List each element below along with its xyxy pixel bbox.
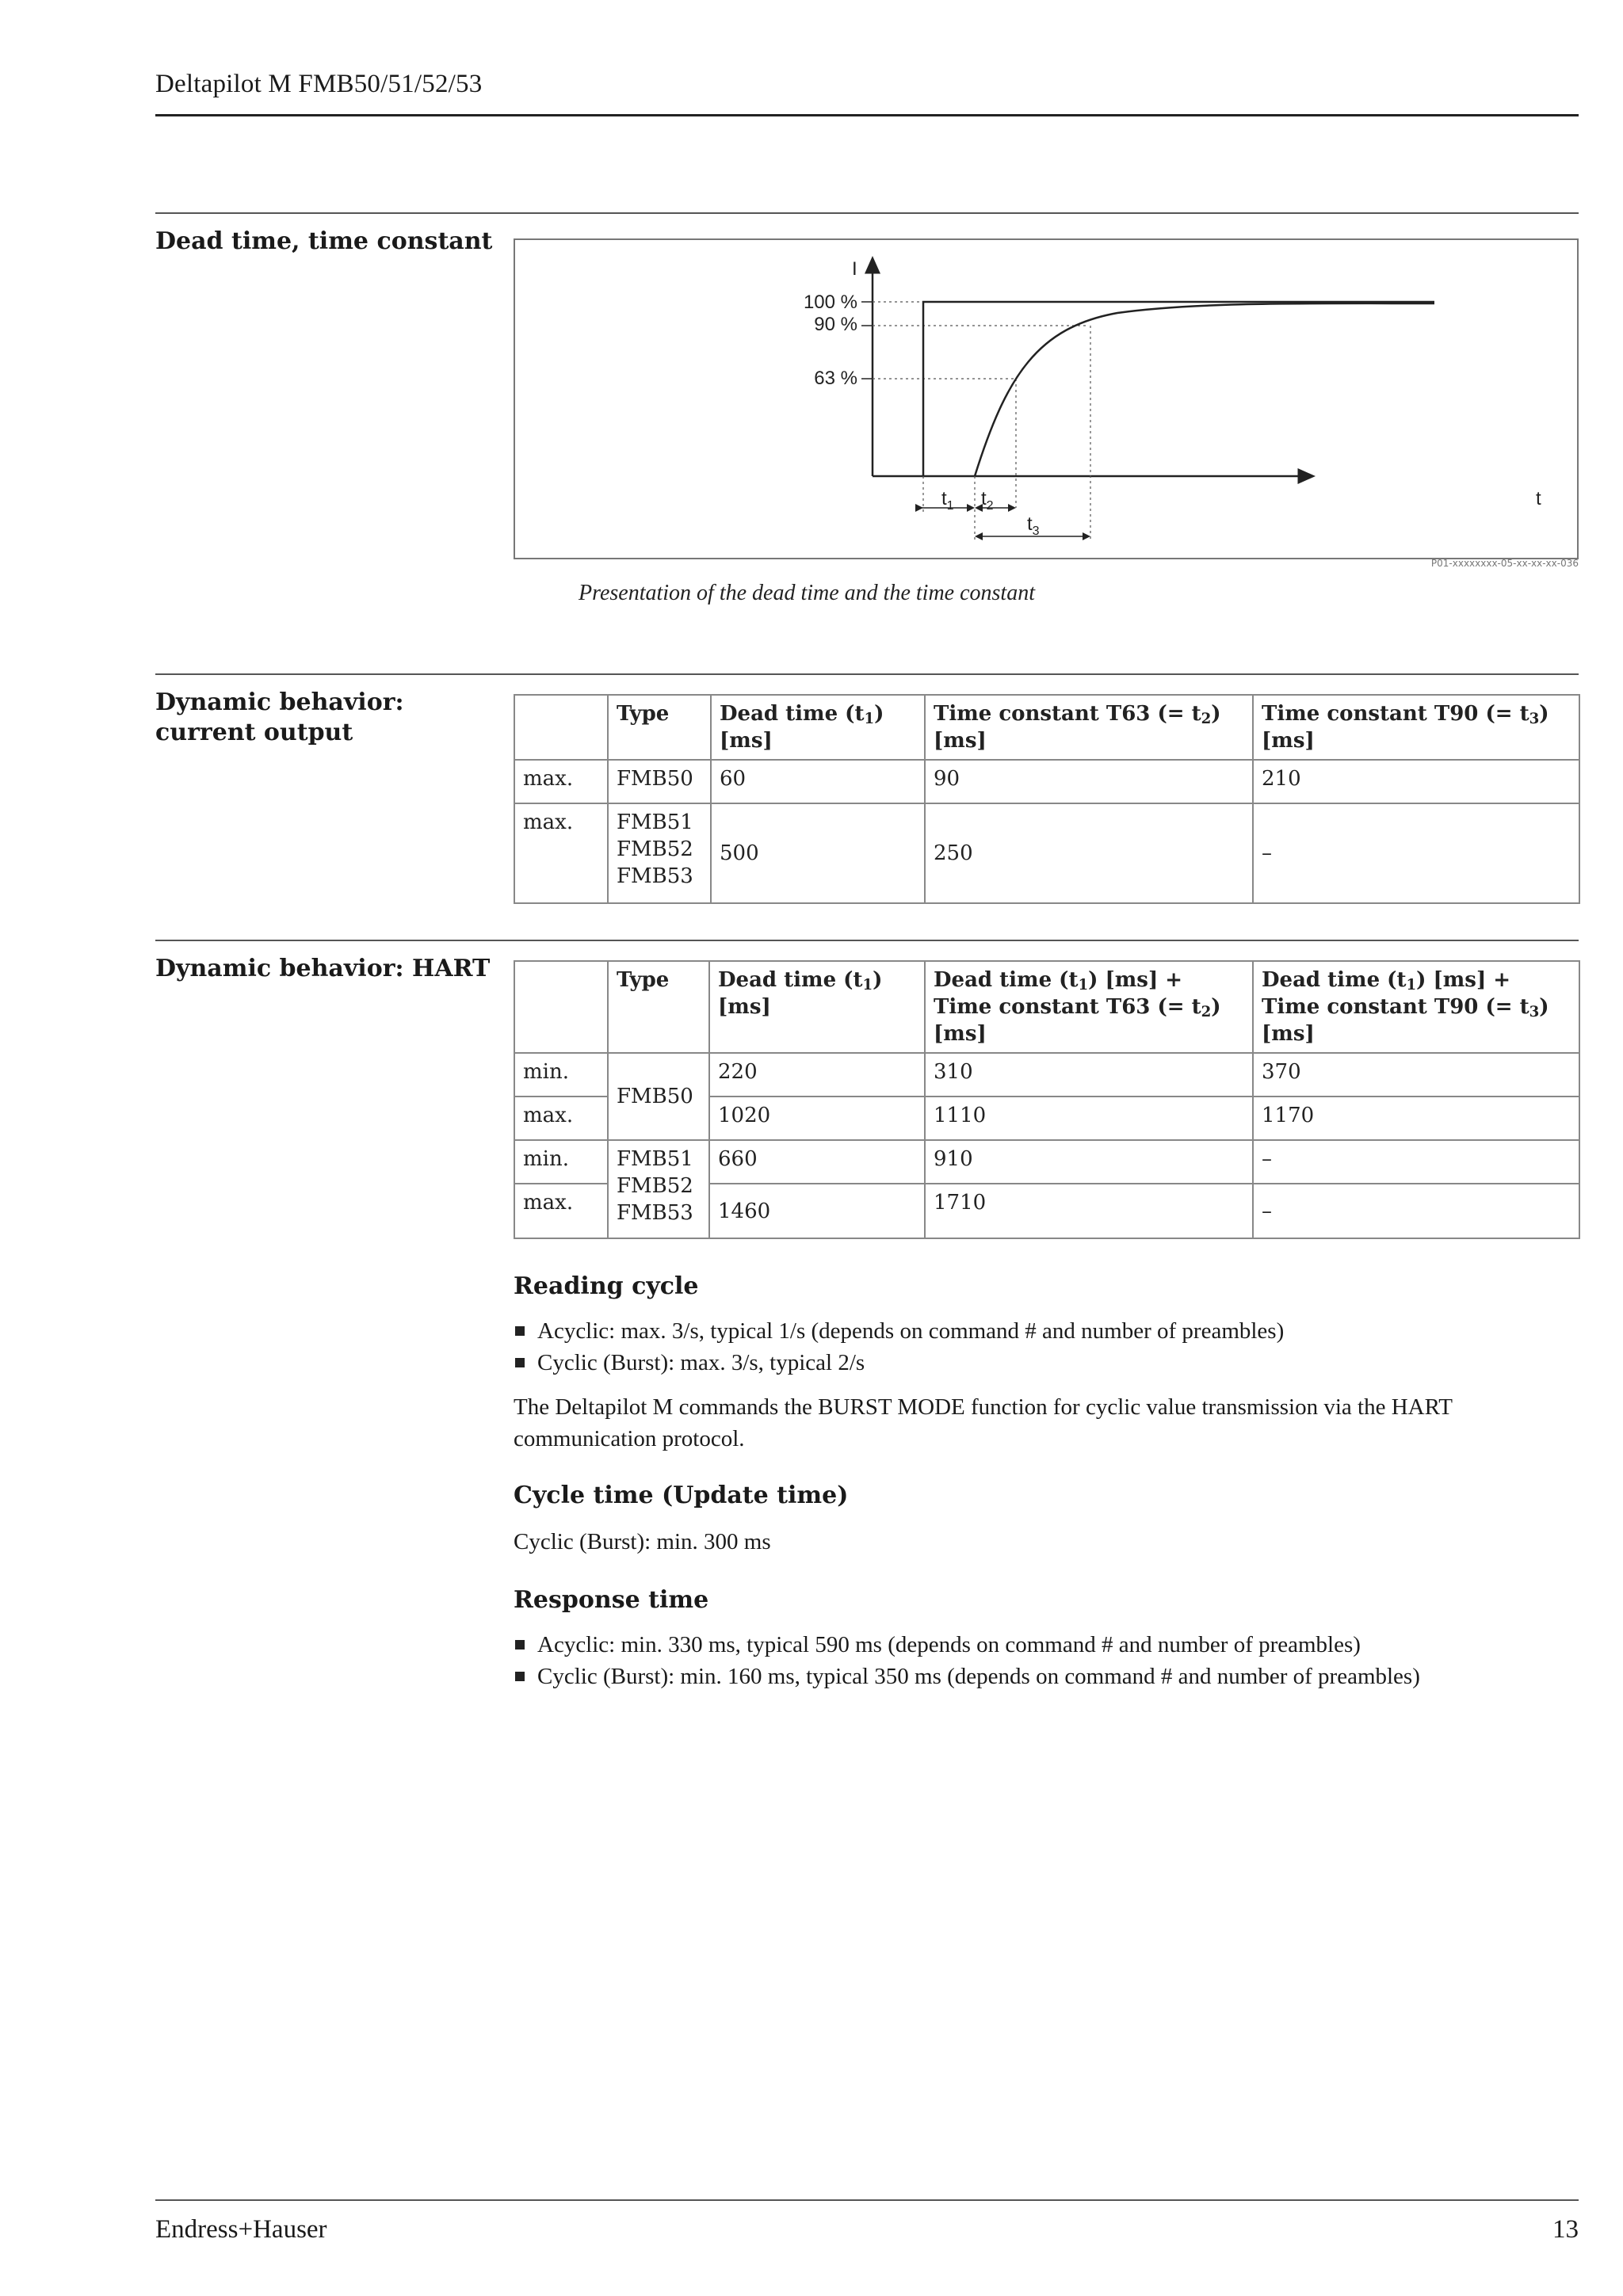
hart-table	[514, 960, 1580, 1239]
reading-cycle-paragraph: The Deltapilot M commands the BURST MODE function for cyclic value transmission via the HART communication protocol.	[514, 1394, 1453, 1451]
list-item: Cyclic (Burst): max. 3/s, typical 2/s	[514, 1347, 1284, 1379]
bullet-square-icon	[515, 1640, 525, 1650]
table-header-row	[514, 695, 1579, 760]
response-time-list	[514, 1629, 1420, 1692]
y-axis-label: I	[852, 258, 857, 280]
cycle-time-heading: Cycle time (Update time)	[514, 1482, 849, 1509]
step-input-line	[923, 302, 1434, 476]
type-cell-fmb51-53: FMB51 FMB52 FMB53	[608, 1140, 709, 1238]
response-time-heading: Response time	[514, 1586, 709, 1614]
section-label-current-output: Dynamic behavior: current output	[155, 688, 404, 746]
header-t90: Time constant T90 (= $t_3$) [ms]	[1253, 695, 1579, 760]
header-dead-time: Dead time $(t_1)$ [ms]	[709, 961, 925, 1053]
level-90-label: 90 %	[814, 314, 857, 335]
reading-cycle-heading: Reading cycle	[514, 1272, 699, 1300]
header-type: Type	[608, 695, 711, 760]
table-row: min. FMB51 FMB52 FMB53 660 910 –	[514, 1140, 1579, 1184]
dead-time-figure	[514, 238, 1579, 559]
page-number: 13	[1552, 2215, 1579, 2244]
current-output-table	[514, 694, 1580, 904]
t1-label: $t_1$	[941, 488, 954, 513]
section-label-hart: Dynamic behavior: HART	[155, 955, 491, 982]
figure-caption: Presentation of the dead time and the time constant	[579, 581, 1035, 605]
level-100-label: 100 %	[803, 292, 857, 313]
section-divider	[155, 673, 1579, 675]
section-divider	[155, 940, 1579, 941]
reading-cycle-list	[514, 1315, 1284, 1379]
header-dead-plus-t90: Dead time $(t_1) [ms]$ + Time constant T90 (= $t_3$) [ms]	[1253, 961, 1579, 1053]
list-item: Acyclic: min. 330 ms, typical 590 ms (depends on command # and number of preambles)	[514, 1629, 1420, 1661]
document-title: Deltapilot M FMB50/51/52/53	[155, 70, 483, 98]
step-response-diagram	[515, 240, 1577, 558]
table-row: min. FMB50 220 310 370	[514, 1053, 1579, 1097]
table-row: max. FMB50 60 90 210	[514, 760, 1579, 803]
list-item: Cyclic (Burst): min. 160 ms, typical 350 ms (depends on command # and number of preambles)	[514, 1661, 1420, 1692]
section-divider	[155, 212, 1579, 214]
t3-label: $t_3$	[1027, 513, 1040, 538]
x-axis-label: t	[1536, 488, 1541, 509]
bullet-square-icon	[515, 1358, 525, 1367]
footer-company: Endress+Hauser	[155, 2215, 327, 2244]
table-header-row	[514, 961, 1579, 1053]
header-dead-time: Dead time $(t_1)$ [ms]	[711, 695, 925, 760]
header-qualifier	[514, 695, 608, 760]
header-dead-plus-t63: Dead time $(t_1) [ms]$ + Time constant T63 (= $t_2$) [ms]	[925, 961, 1253, 1053]
table-row: max. FMB51 FMB52 FMB53 500 250 –	[514, 803, 1579, 903]
header-t63: Time constant T63 (= $t_2$) [ms]	[925, 695, 1253, 760]
t2-label: $t_2$	[981, 488, 994, 513]
response-curve	[975, 303, 1434, 476]
header-rule	[155, 114, 1579, 116]
bullet-square-icon	[515, 1672, 525, 1681]
list-item: Acyclic: max. 3/s, typical 1/s (depends on command # and number of preambles)	[514, 1315, 1284, 1347]
section-label-dead-time: Dead time, time constant	[155, 227, 493, 255]
level-63-label: 63 %	[814, 368, 857, 389]
cycle-time-text: Cyclic (Burst): min. 300 ms	[514, 1529, 771, 1554]
figure-id: P01-xxxxxxxx-05-xx-xx-xx-036	[1430, 558, 1579, 569]
header-type: Type	[608, 961, 709, 1053]
type-cell-fmb50: FMB50	[608, 1053, 709, 1140]
table-row: max. 1460 1710 –	[514, 1184, 1579, 1238]
bullet-square-icon	[515, 1326, 525, 1336]
table-row: max. 1020 1110 1170	[514, 1097, 1579, 1140]
footer-rule	[155, 2199, 1579, 2201]
